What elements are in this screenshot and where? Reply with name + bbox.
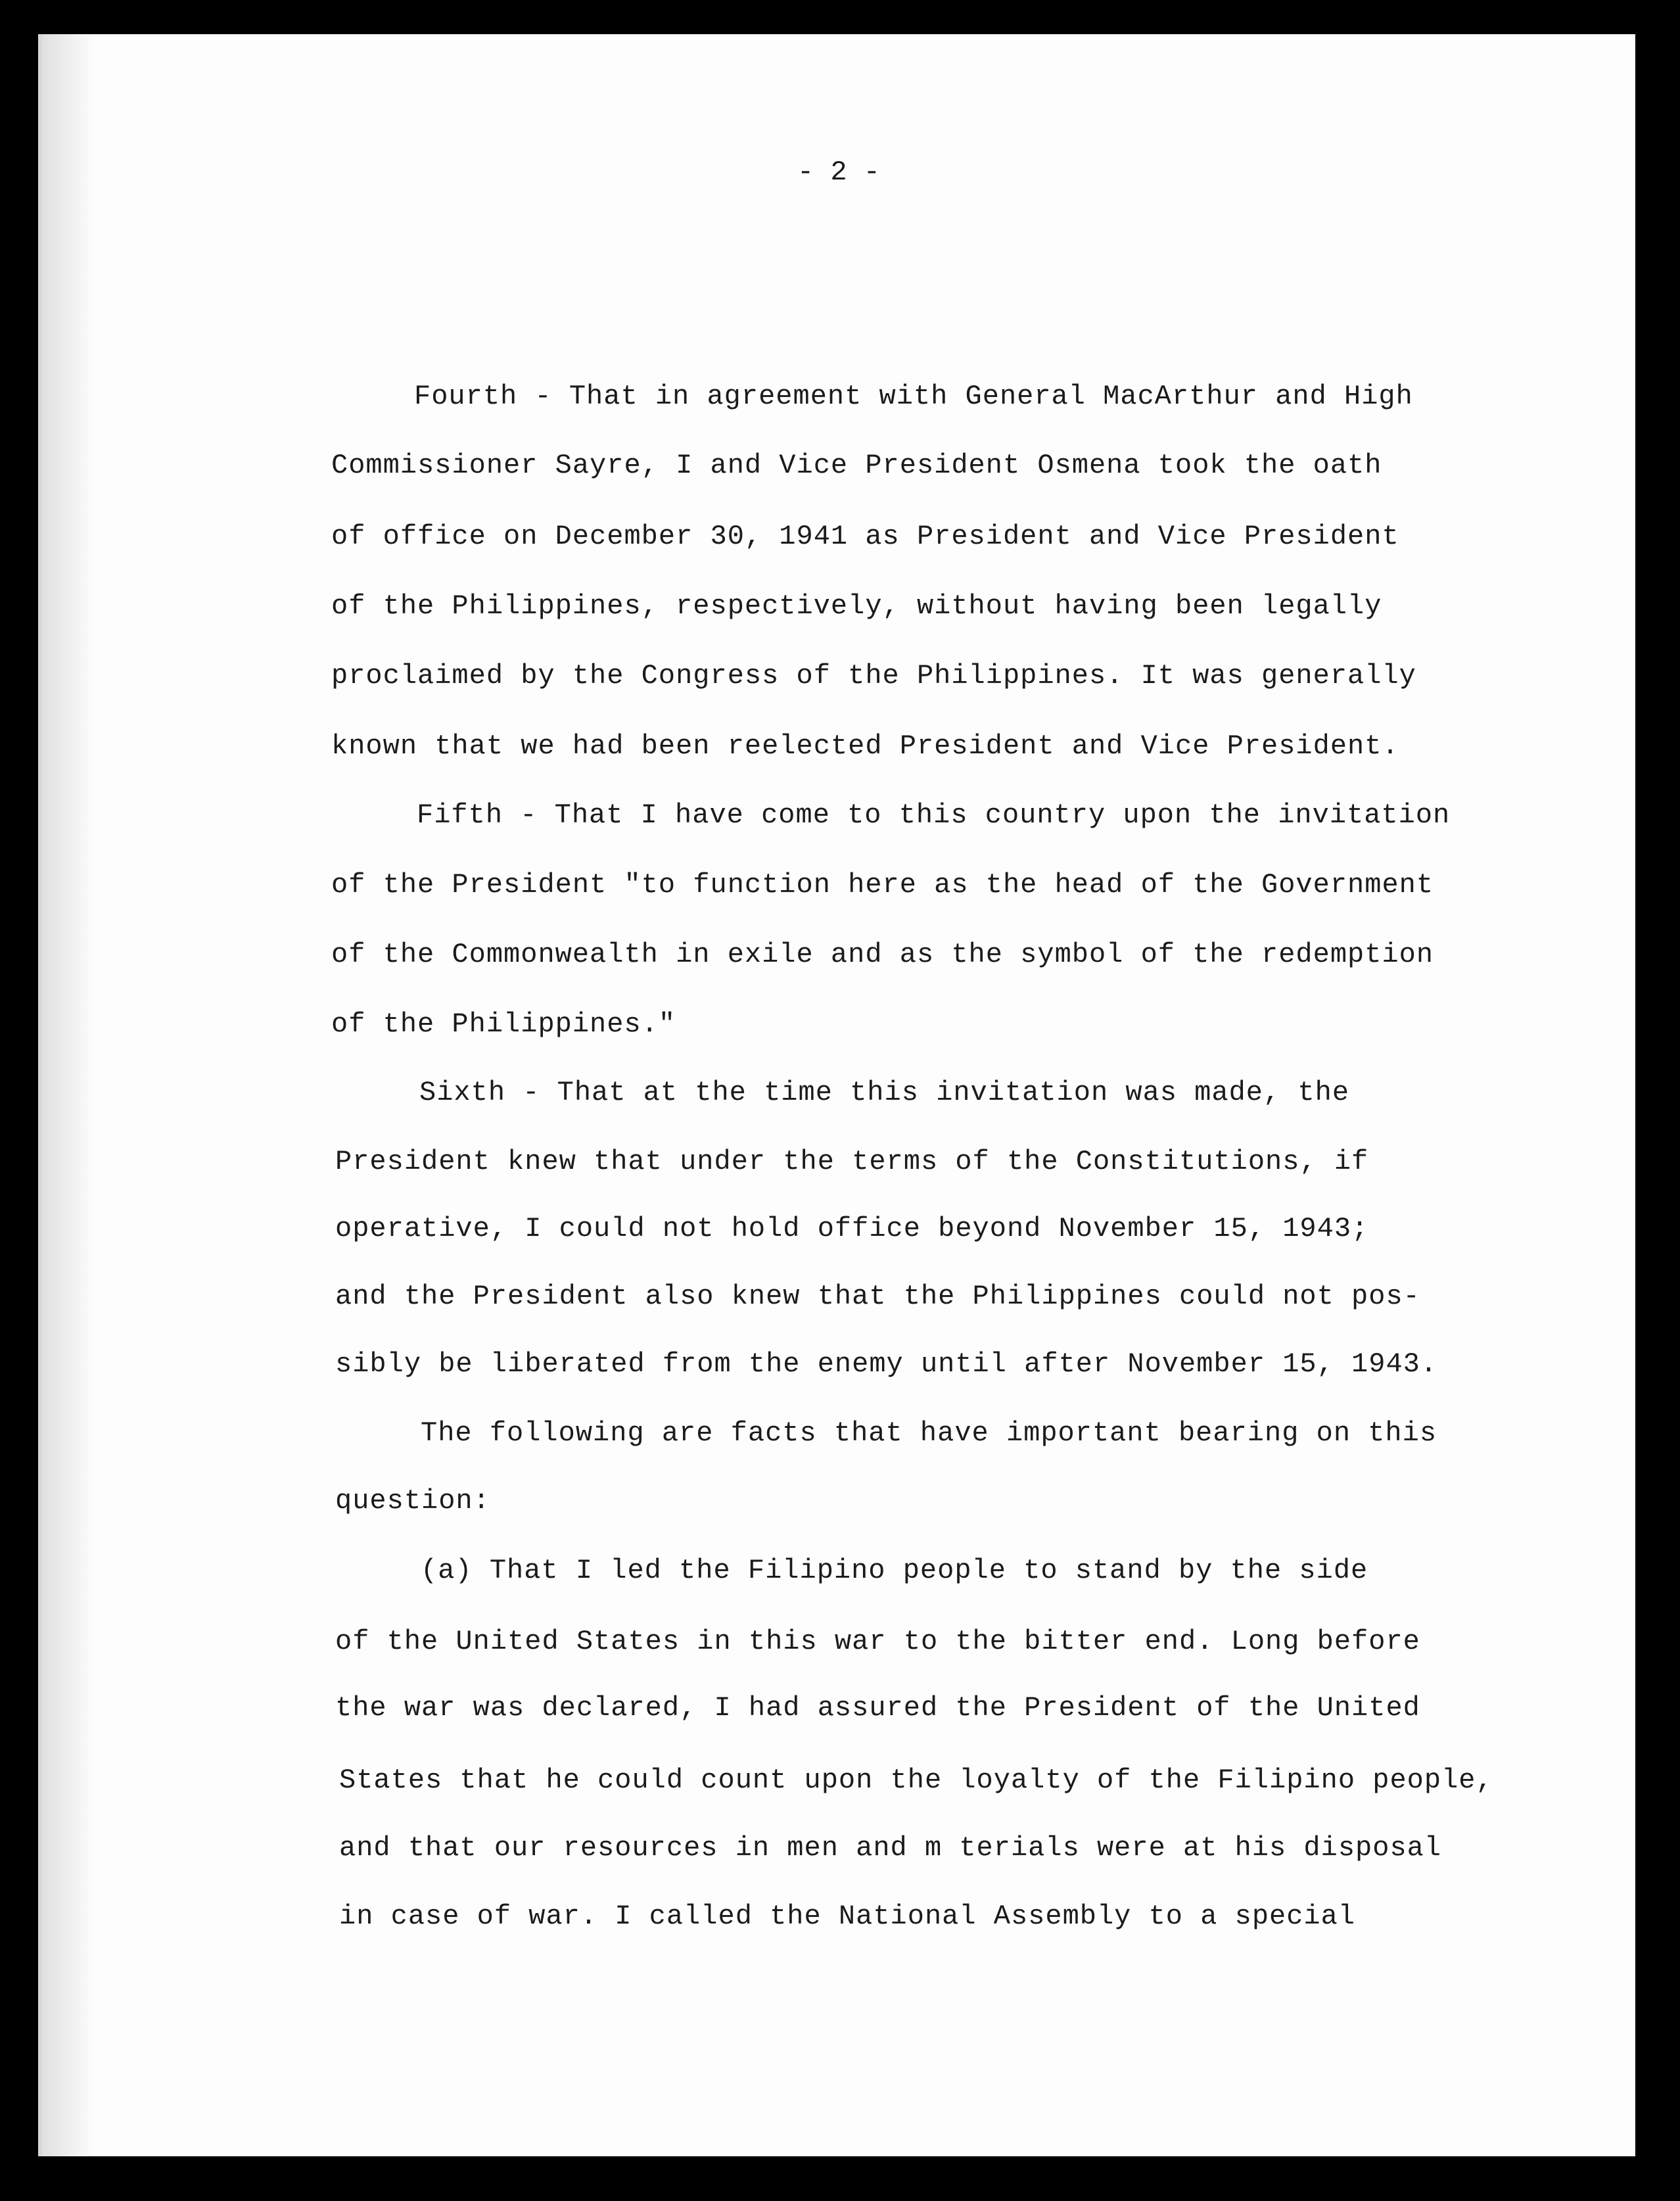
text-line: Sixth - That at the time this invitation was made, the (419, 1077, 1350, 1108)
text-line: question: (335, 1485, 490, 1517)
text-line: of the Philippines." (331, 1008, 676, 1040)
text-line: in case of war. I called the National Assembly to a special (339, 1901, 1356, 1932)
document-page (38, 34, 1635, 2156)
text-line: Fourth - That in agreement with General MacArthur and High (414, 381, 1413, 412)
text-line: States that he could count upon the loyalty of the Filipino people, (339, 1764, 1493, 1796)
text-line: and the President also knew that the Philippines could not pos- (335, 1281, 1420, 1312)
text-line: Fifth - That I have come to this country upon the invitation (417, 799, 1451, 831)
text-line: of the United States in this war to the bitter end. Long before (335, 1626, 1420, 1657)
text-line: and that our resources in men and m terials were at his disposal (339, 1832, 1442, 1864)
text-line: President knew that under the terms of the Constitutions, if (335, 1146, 1369, 1177)
text-line: Commissioner Sayre, I and Vice President Osmena took the oath (331, 450, 1382, 481)
body-text (42, 34, 1635, 2156)
text-line: sibly be liberated from the enemy until after November 15, 1943. (335, 1348, 1438, 1380)
text-line: (a) That I led the Filipino people to stand by the side (421, 1555, 1368, 1586)
text-line: The following are facts that have important bearing on this (421, 1417, 1437, 1449)
text-line: of office on December 30, 1941 as President and Vice President (331, 521, 1399, 552)
text-line: operative, I could not hold office beyond November 15, 1943; (335, 1213, 1369, 1244)
text-line: known that we had been reelected President and Vice President. (331, 730, 1399, 762)
text-line: of the President "to function here as the head of the Government (331, 869, 1434, 901)
text-line: the war was declared, I had assured the President of the United (335, 1692, 1420, 1724)
text-line: proclaimed by the Congress of the Philippines. It was generally (331, 660, 1416, 692)
page-number: - 2 - (797, 156, 881, 188)
text-line: of the Philippines, respectively, without having been legally (331, 590, 1382, 622)
text-line: of the Commonwealth in exile and as the symbol of the redemption (331, 939, 1434, 970)
